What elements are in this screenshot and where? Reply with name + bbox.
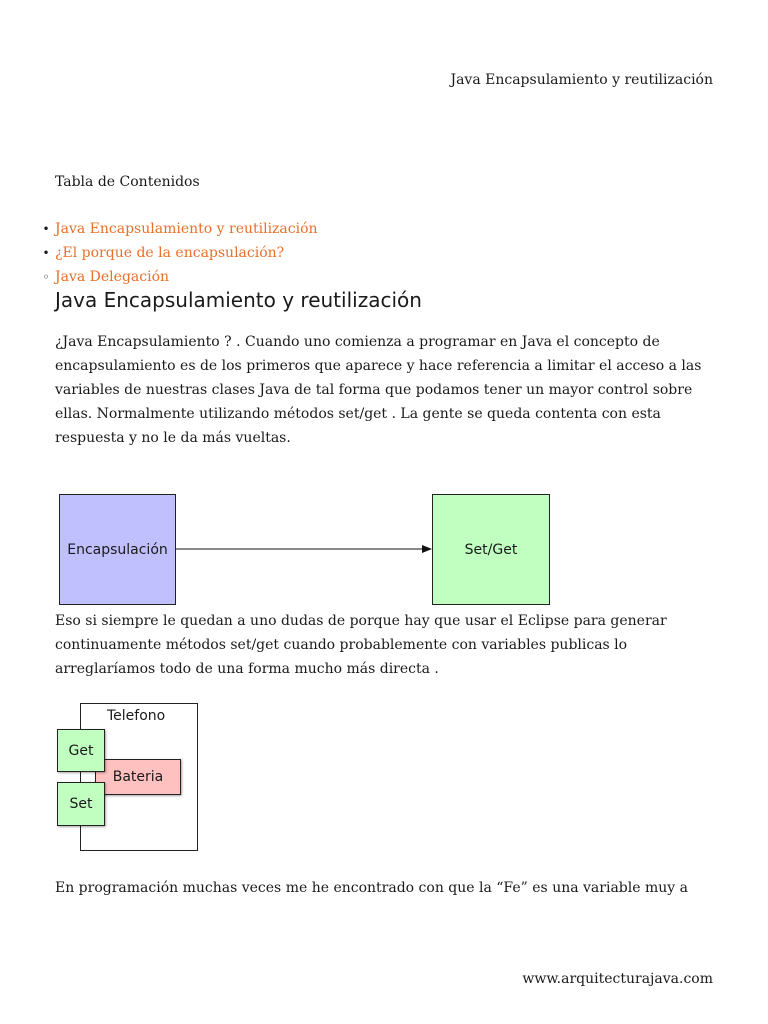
set-get-box [432, 494, 550, 605]
bateria-box [95, 759, 181, 795]
bullet-icon: • [42, 222, 50, 236]
toc-item [40, 219, 318, 243]
paragraph-intro: ¿Java Encapsulamiento ? . Cuando uno comienza a programar en Java el concepto de encapsulamiento es de los primeros que aparece y hace referencia a limitar el acceso a las variables de nuestras clases Java de tal forma que podamos tener un mayor control sobre ellas. Normalmente utilizando métodos set/get . La gente se queda contenta con esta respuesta y no le da más vueltas. [55, 334, 702, 446]
set-get-label: Set/Get [464, 541, 518, 558]
table-of-contents [40, 219, 318, 291]
running-header: Java Encapsulamiento y reutilización [450, 72, 713, 88]
telefono-label: Telefono [107, 708, 166, 724]
circle-bullet-icon: ◦ [42, 270, 50, 284]
toc-title: Tabla de Contenidos [55, 174, 200, 190]
paragraph-fe: En programación muchas veces me he encontrado con que la “Fe” es una variable muy a [55, 880, 688, 896]
footer-site: www.arquitecturajava.com [522, 971, 713, 987]
set-label: Set [69, 796, 93, 812]
toc-link-delegacion[interactable]: Java Delegación [55, 269, 170, 285]
encapsulacion-box [59, 494, 176, 605]
encapsulacion-label: Encapsulación [67, 541, 168, 558]
set-box [57, 782, 105, 826]
arrow-head-icon [422, 545, 432, 553]
get-label: Get [68, 742, 94, 759]
get-box [57, 729, 105, 772]
bullet-icon: • [42, 246, 50, 260]
toc-link-porque[interactable]: ¿El porque de la encapsulación? [55, 245, 285, 261]
toc-link-encapsulamiento[interactable]: Java Encapsulamiento y reutilización [55, 221, 318, 237]
paragraph-eclipse: Eso si siempre le quedan a uno dudas de porque hay que usar el Eclipse para generar continuamente métodos set/get cuando probablemente con variables publicas lo arreglaríamos todo de una forma mucho más directa . [55, 613, 667, 677]
bateria-label: Bateria [112, 769, 164, 785]
toc-item [40, 243, 318, 267]
article-heading: Java Encapsulamiento y reutilización [55, 288, 422, 312]
